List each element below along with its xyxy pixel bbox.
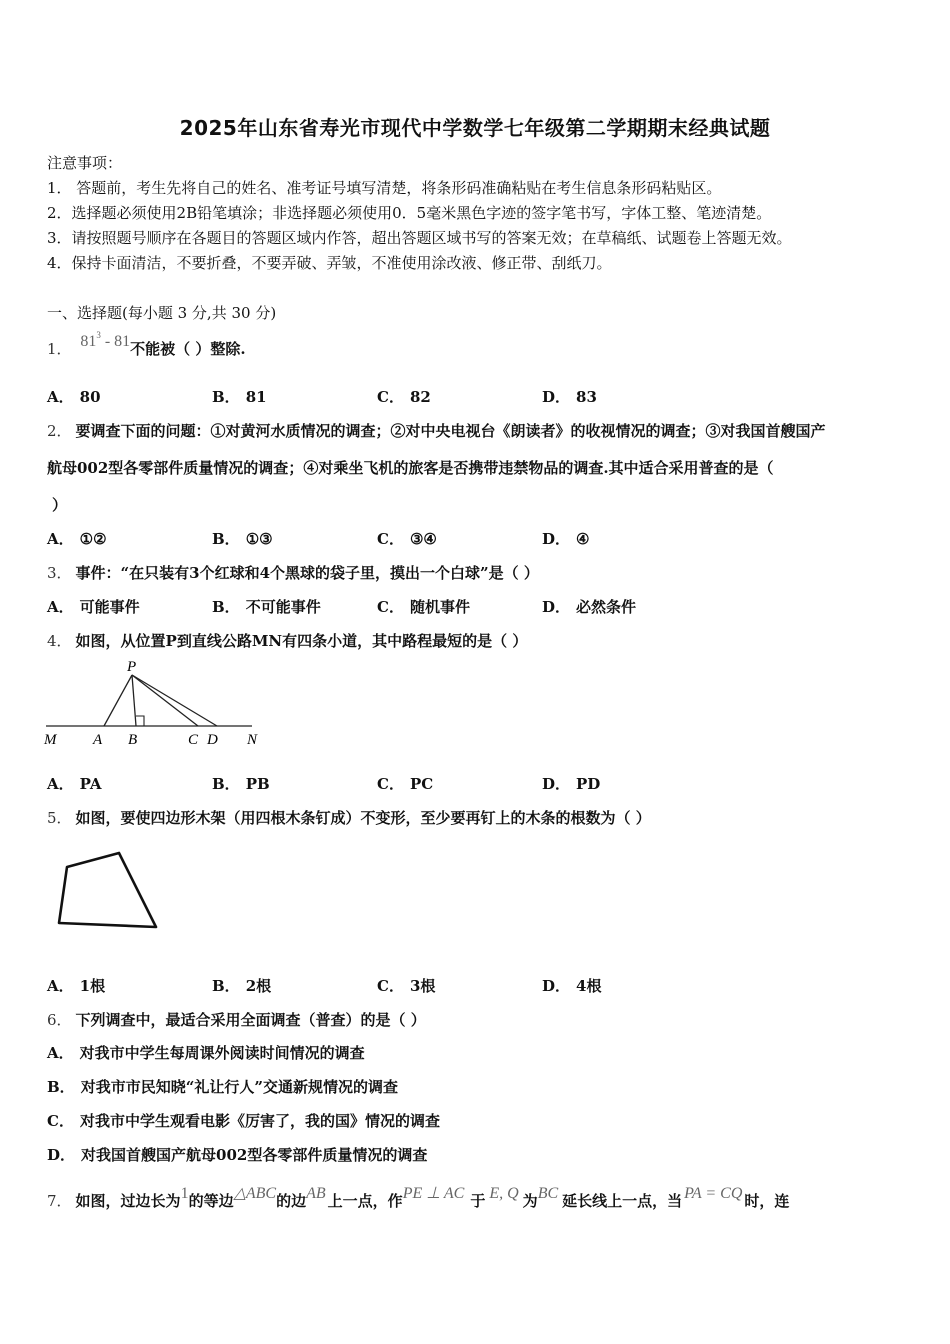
- label-n: N: [247, 732, 258, 748]
- question-number: 1．: [47, 340, 72, 358]
- question-6: 6． 下列调查中，最适合采用全面调查（普查）的是（ ）: [47, 1011, 426, 1029]
- segment-pd: [132, 675, 217, 726]
- segment-pb: [132, 675, 136, 726]
- label-c: C: [188, 732, 199, 748]
- q5-option-c[interactable]: C． 3根: [377, 977, 436, 995]
- notice-item: 1． 答题前，考生先将自己的姓名、准考证号填写清楚，将条形码准确粘贴在考生信息条形码粘贴区。: [47, 179, 722, 197]
- q4-option-d[interactable]: D． PD: [542, 775, 601, 793]
- question-2-line2: 航母002型各零部件质量情况的调查；④对乘坐飞机的旅客是否携带违禁物品的调查.其中适合采用普查的是（: [47, 459, 774, 477]
- q6-option-d[interactable]: D． 对我国首艘国产航母002型各零部件质量情况的调查: [47, 1146, 428, 1164]
- label-m: M: [44, 732, 57, 748]
- q1-option-b[interactable]: B． 81: [212, 388, 267, 406]
- q1-option-c[interactable]: C． 82: [377, 388, 431, 406]
- q3-option-a[interactable]: A． 可能事件: [47, 598, 140, 616]
- q4-option-b[interactable]: B． PB: [212, 775, 270, 793]
- q4-option-a[interactable]: A． PA: [47, 775, 102, 793]
- question-text: 不能被（ ）整除.: [130, 340, 246, 358]
- question-3: 3． 事件：“在只装有3个红球和4个黑球的袋子里，摸出一个白球”是（ ）: [47, 564, 539, 582]
- q4-figure: [40, 655, 270, 750]
- q5-option-b[interactable]: B． 2根: [212, 977, 272, 995]
- q5-option-a[interactable]: A． 1根: [47, 977, 106, 995]
- q1-option-d[interactable]: D． 83: [542, 388, 597, 406]
- label-p: P: [127, 659, 137, 675]
- right-angle-mark: [136, 716, 144, 726]
- q5-option-d[interactable]: D． 4根: [542, 977, 602, 995]
- q2-option-d[interactable]: D． ④: [542, 530, 590, 548]
- page-title: 2025年山东省寿光市现代中学数学七年级第二学期期末经典试题: [179, 116, 771, 140]
- q1-option-a[interactable]: A． 80: [47, 388, 101, 406]
- label-b: B: [128, 732, 138, 748]
- q1-math: $81^3 - 81$: [80, 330, 131, 350]
- q5-quadrilateral-figure: [50, 845, 170, 940]
- q2-option-c[interactable]: C． ③④: [377, 530, 437, 548]
- question-4: 4． 如图，从位置P到直线公路MN有四条小道，其中路程最短的是（ ）: [47, 632, 528, 650]
- notice-item: 3．请按照题号顺序在各题目的答题区域内作答，超出答题区域书写的答案无效；在草稿纸、试题卷上答题无效。: [47, 229, 792, 247]
- q2-option-b[interactable]: B． ①③: [212, 530, 273, 548]
- question-2: 2． 要调查下面的问题：①对黄河水质情况的调查；②对中央电视台《朗读者》的收视情况的调查；③对我国首艘国产: [47, 422, 826, 440]
- question-5: 5． 如图，要使四边形木架（用四根木条钉成）不变形，至少要再钉上的木条的根数为（ ）: [47, 809, 651, 827]
- segment-pa: [104, 675, 132, 726]
- notice-heading: 注意事项：: [47, 154, 123, 172]
- q3-option-c[interactable]: C． 随机事件: [377, 598, 470, 616]
- section-heading: 一、选择题(每小题 3 分,共 30 分): [47, 304, 277, 322]
- question-7: 7． 如图，过边长为1的等边△ABC的边AB 上一点，作PE ⊥ AC 于 E, Q 为BC 延长线上一点，当 PA = CQ 时，连: [47, 1185, 790, 1210]
- question-1: [47, 330, 246, 359]
- q6-option-c[interactable]: C． 对我市中学生观看电影《厉害了，我的国》情况的调查: [47, 1112, 440, 1130]
- q3-option-d[interactable]: D． 必然条件: [542, 598, 637, 616]
- q6-option-a[interactable]: A． 对我市中学生每周课外阅读时间情况的调查: [47, 1044, 365, 1062]
- notice-item: 2．选择题必须使用2B铅笔填涂；非选择题必须使用0．5毫米黑色字迹的签字笔书写，字体工整、笔迹清楚。: [47, 204, 772, 222]
- label-d: D: [207, 732, 218, 748]
- segment-pc: [132, 675, 198, 726]
- q6-option-b[interactable]: B． 对我市市民知晓“礼让行人”交通新规情况的调查: [47, 1078, 398, 1096]
- question-2-line3: ）: [52, 496, 68, 514]
- q2-option-a[interactable]: A． ①②: [47, 530, 107, 548]
- label-a: A: [93, 732, 103, 748]
- q3-option-b[interactable]: B． 不可能事件: [212, 598, 321, 616]
- q4-option-c[interactable]: C． PC: [377, 775, 434, 793]
- notice-item: 4．保持卡面清洁，不要折叠，不要弄破、弄皱，不准使用涂改液、修正带、刮纸刀。: [47, 254, 612, 272]
